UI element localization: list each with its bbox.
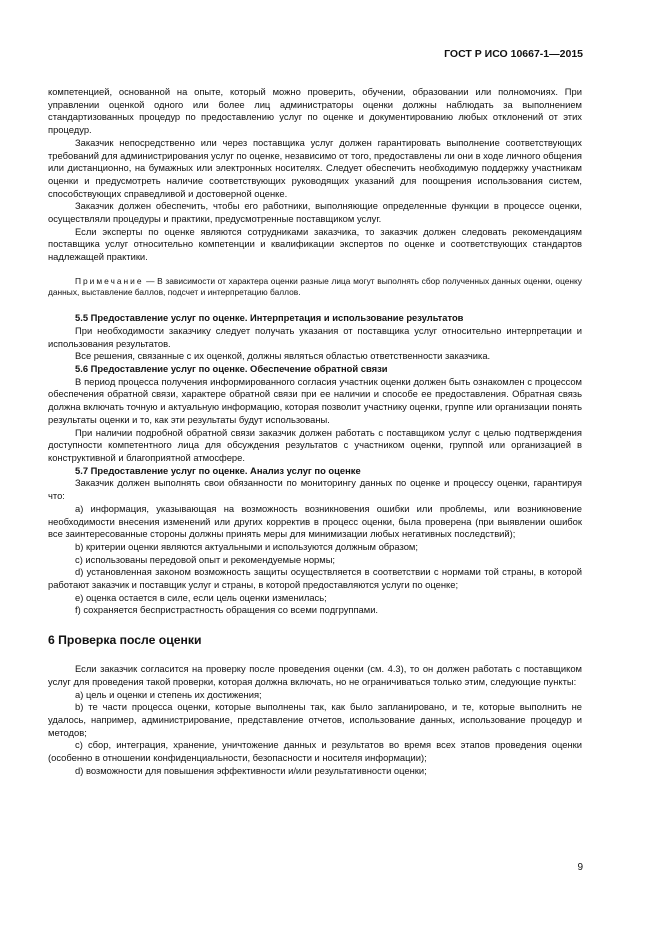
document-body <box>48 86 582 777</box>
paragraph: В период процесса получения информированного согласия участник оценки должен быть ознакомлен с процессом обеспечения обратной связи, характере обратной связи при ее наличии и способе ее предоставления. Обратная связь должна включать точную и актуальную информацию, которая позволит участнику оценки, группе или организации понять результаты оценки и то, как эти результаты будут использованы. <box>48 375 582 425</box>
section-5-5-heading: 5.5 Предоставление услуг по оценке. Интерпретация и использование результатов <box>75 312 464 324</box>
list-item: a) цель и оценки и степень их достижения; <box>75 688 262 700</box>
paragraph: Если эксперты по оценке являются сотрудниками заказчика, то заказчик должен следовать рекомендациям поставщика услуг относительно компетенции и квалификации экспертов по оценке и соответствующих стандартов надлежащей практики. <box>48 225 582 263</box>
note-text: — В зависимости от характера оценки разные лица могут выполнять сбор полученных данных оценки, оценку данных, выставление баллов, подсчет и интерпретацию баллов. <box>48 275 582 298</box>
section-6-heading: 6 Проверка после оценки <box>48 633 202 648</box>
paragraph: При наличии подробной обратной связи заказчик должен работать с поставщиком услуг с целью подтверждения доступности компетентного лица для обсуждения результатов с участником оценки, группой или организацией в конструктивной и благоприятной атмосфере. <box>48 426 582 463</box>
list-item: c) использованы передовой опыт и рекомендуемые нормы; <box>75 553 336 565</box>
document-code-header: ГОСТ Р ИСО 10667-1—2015 <box>444 48 583 60</box>
paragraph: При необходимости заказчику следует получать указания от поставщика услуг относительно интерпретации и использования результатов. <box>48 324 582 349</box>
list-item: a) информация, указывающая на возможность возникновения ошибки или проблемы, или возникновение необходимости внесения изменений или других корректив в процесс оценки, была проверена (при выявлении ошибок все заинтересованные стороны должны принять меры для минимизации любых негативных последствий); <box>48 502 582 540</box>
paragraph: Если заказчик согласится на проверку после проведения оценки (см. 4.3), то он должен работать с поставщиком услуг для проведения такой проверки, которая должна включать, но не ограничиваться только этим, следующие пункты: <box>48 663 582 687</box>
paragraph: Заказчик должен выполнять свои обязанности по мониторингу данных по оценке и процессу оценки, гарантируя что: <box>48 477 582 502</box>
section-5-6-heading: 5.6 Предоставление услуг по оценке. Обеспечение обратной связи <box>75 363 388 375</box>
section-5-7-heading: 5.7 Предоставление услуг по оценке. Анализ услуг по оценке <box>75 464 361 476</box>
list-item: e) оценка остается в силе, если цель оценки изменилась; <box>75 591 327 603</box>
list-item: c) сбор, интеграция, хранение, уничтожение данных и результатов во время всех этапов проведения оценки (особенно в отношении конфиденциальности, безопасности и носителя информации); <box>48 739 582 764</box>
list-item: b) те части процесса оценки, которые выполнены так, как было запланировано, и те, которые выполнить не удалось, например, администрирование, представление отчетов, использование данных, использование процедур и методов; <box>48 701 582 738</box>
paragraph: Все решения, связанные с их оценкой, должны являться областью ответственности заказчика. <box>75 350 491 362</box>
note-label: Примечание <box>75 275 144 286</box>
list-item: d) возможности для повышения эффективности и/или результативности оценки; <box>75 764 427 776</box>
paragraph: Заказчик должен обеспечить, чтобы его работники, выполняющие определенные функции в процессе оценки, осуществляли процедуры и практики, предусмотренные поставщиком услуг. <box>48 200 582 225</box>
list-item: d) установленная законом возможность защиты осуществляется в соответствии с нормами той страны, в которой работают заказчик и поставщик услуг и страны, в которой предоставляются услуги по оценке; <box>48 566 582 591</box>
paragraph: компетенцией, основанной на опыте, который можно проверить, обучении, образовании или полномочиях. При управлении оценкой одного или более лиц администраторы оценки должны наблюдать за выполнением стандартизованных процедур по предоставлению услуг по оценке и документированию любых отклонений от этих процедур. <box>48 86 582 136</box>
list-item: b) критерии оценки являются актуальными и используются должным образом; <box>75 540 418 552</box>
note <box>48 276 582 298</box>
list-item: f) сохраняется беспристрастность обращения со всеми подгруппами. <box>75 604 379 616</box>
page-number: 9 <box>577 862 583 873</box>
paragraph: Заказчик непосредственно или через поставщика услуг должен гарантировать выполнение соответствующих требований для администрирования услуг по оценке, независимо от того, предоставлены ли они в ходе личного общения или дистанционно, на бумажных или электронных носителях. Следует обеспечить необходимую поддержку участникам оценки и предусмотреть наличие соответствующих руководящих указаний для поощрения использования систем, способствующих справедливой и достоверной оценке. <box>48 136 582 199</box>
